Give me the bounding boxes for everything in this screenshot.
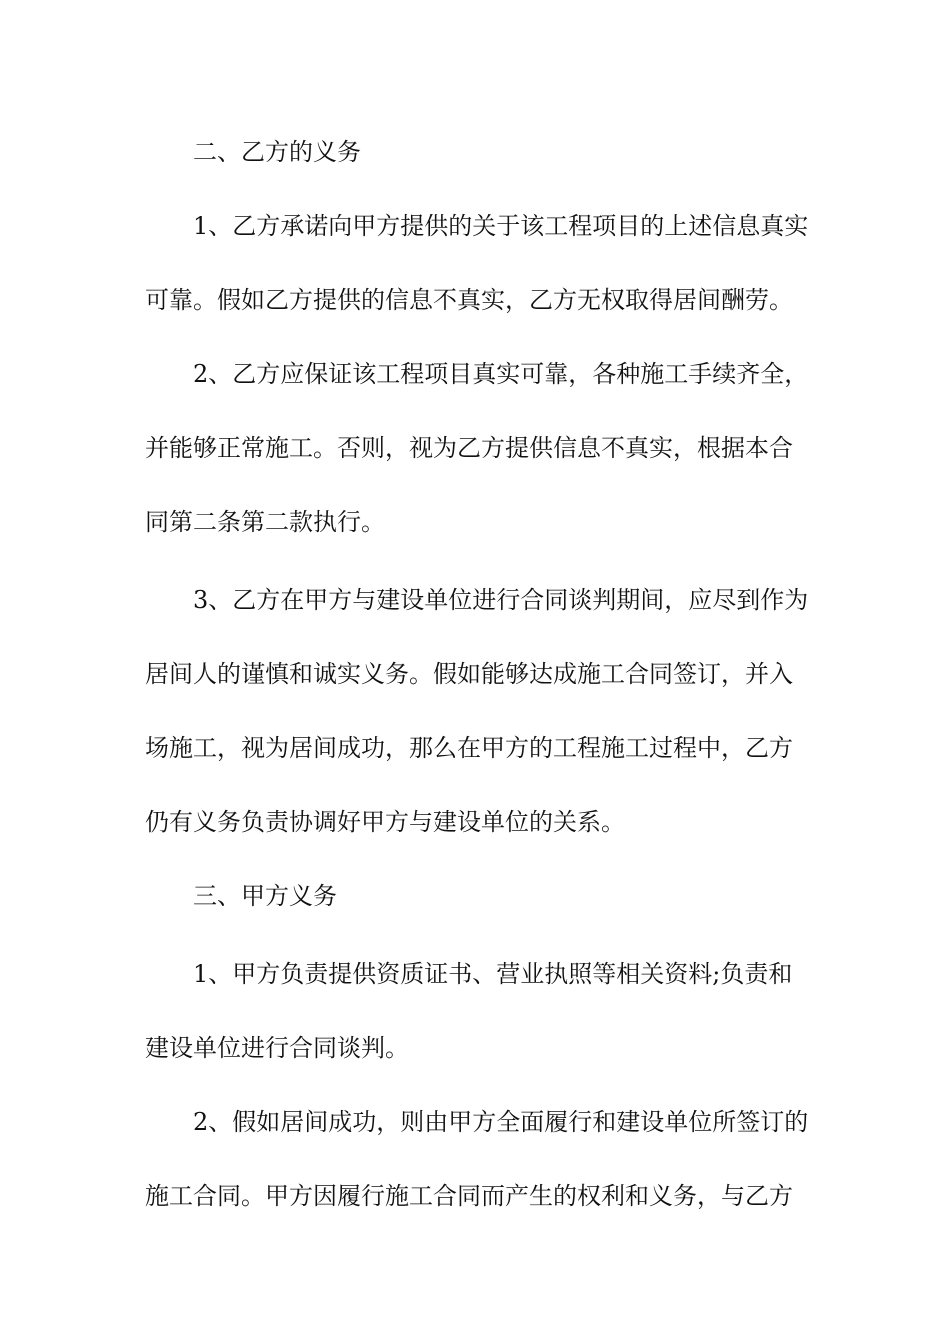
paragraph-line: 2、假如居间成功，则由甲方全面履行和建设单位所签订的: [193, 1108, 809, 1136]
paragraph-line: 2、乙方应保证该工程项目真实可靠，各种施工手续齐全，: [193, 360, 809, 388]
paragraph-line: 施工合同。甲方因履行施工合同而产生的权利和义务，与乙方: [145, 1182, 793, 1210]
paragraph-line: 仍有义务负责协调好甲方与建设单位的关系。: [145, 808, 625, 836]
section-heading-party-b-obligations: 二、乙方的义务: [193, 138, 361, 166]
paragraph-line: 3、乙方在甲方与建设单位进行合同谈判期间，应尽到作为: [193, 586, 809, 614]
paragraph-line: 场施工，视为居间成功，那么在甲方的工程施工过程中，乙方: [145, 734, 793, 762]
paragraph-line: 1、乙方承诺向甲方提供的关于该工程项目的上述信息真实: [193, 212, 809, 240]
paragraph-line: 同第二条第二款执行。: [145, 508, 385, 536]
paragraph-line: 可靠。假如乙方提供的信息不真实，乙方无权取得居间酬劳。: [145, 286, 793, 314]
paragraph-line: 1、甲方负责提供资质证书、营业执照等相关资料;负责和: [193, 960, 793, 988]
paragraph-line: 居间人的谨慎和诚实义务。假如能够达成施工合同签订，并入: [145, 660, 793, 688]
paragraph-line: 并能够正常施工。否则，视为乙方提供信息不真实，根据本合: [145, 434, 793, 462]
section-heading-party-a-obligations: 三、甲方义务: [193, 882, 337, 910]
paragraph-line: 建设单位进行合同谈判。: [145, 1034, 409, 1062]
